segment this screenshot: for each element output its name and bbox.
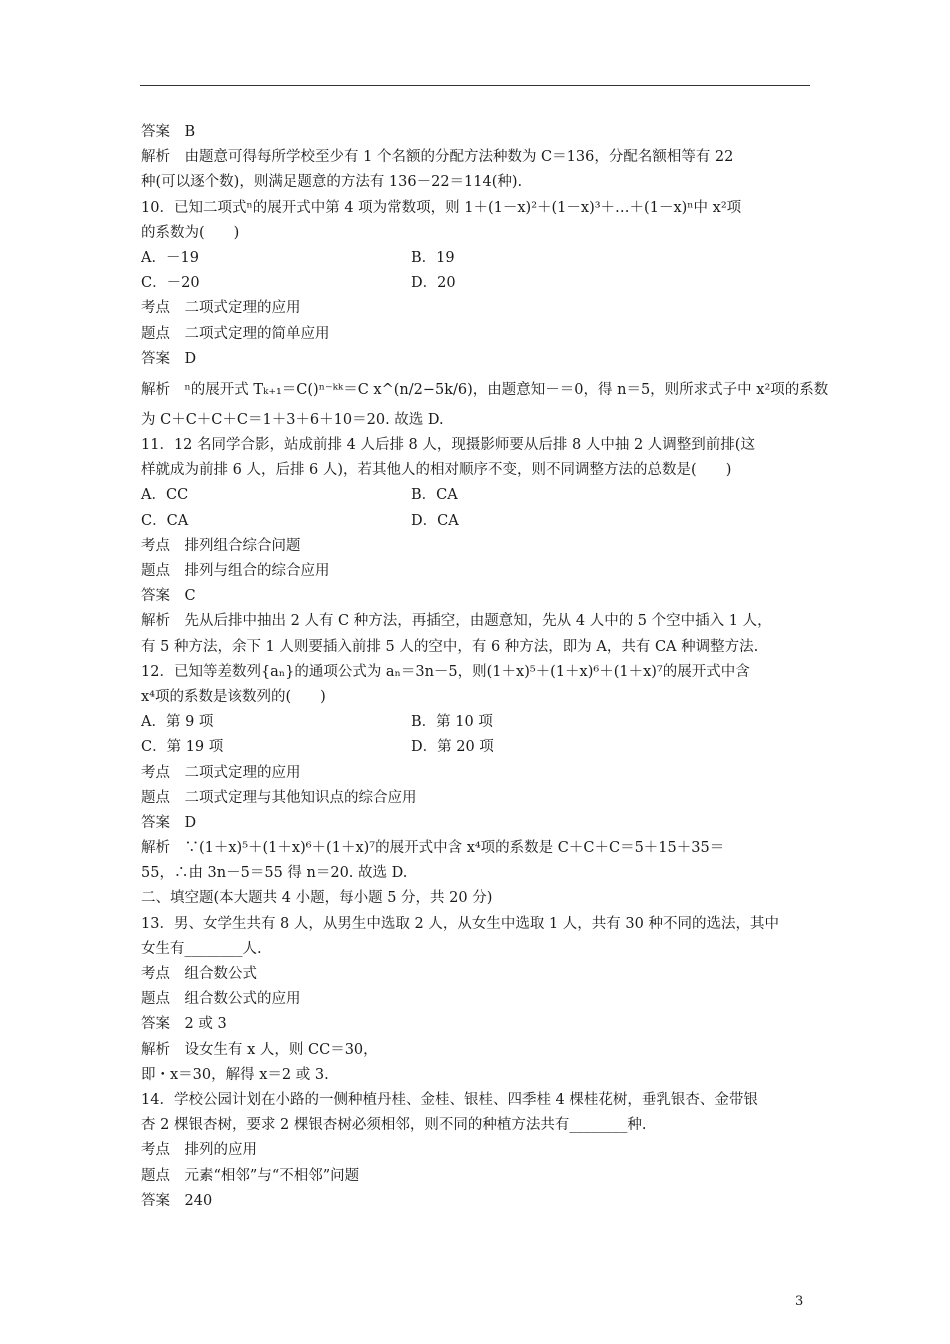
question-line: 女生有________人. bbox=[141, 940, 262, 957]
answer-line: 答案 2 或 3 bbox=[141, 1016, 227, 1033]
option-left: A．CC bbox=[141, 487, 189, 504]
option-row bbox=[141, 271, 809, 296]
question-10: 10．已知二项式ⁿ的展开式中第 4 项为常数项，则 1＋(1－x)²＋(1－x)³＋…＋(1－x)ⁿ中 x²项 bbox=[141, 199, 742, 216]
option-row bbox=[141, 509, 809, 534]
question-line: x⁴项的系数是该数列的( ) bbox=[141, 688, 326, 705]
subtopic-line: 题点 二项式定理的简单应用 bbox=[141, 325, 330, 342]
explanation-line: 种(可以逐个数)，则满足题意的方法有 136－22＝114(种). bbox=[141, 174, 523, 191]
question-14: 14．学校公园计划在小路的一侧种植丹桂、金桂、银桂、四季桂 4 棵桂花树，垂乳银杏、金带银 bbox=[141, 1091, 758, 1108]
option-right: B．CA bbox=[411, 487, 458, 504]
option-left: C．CA bbox=[141, 512, 189, 529]
option-left: A．－19 bbox=[141, 249, 199, 266]
option-right: B．第 10 项 bbox=[411, 714, 493, 731]
topic-line: 考点 二项式定理的应用 bbox=[141, 300, 301, 317]
option-right: D．第 20 项 bbox=[411, 739, 494, 756]
option-row bbox=[141, 735, 809, 760]
explanation-line: 解析 先从后排中抽出 2 人有 C 种方法，再插空，由题意知，先从 4 人中的 5 个空中插入 1 人， bbox=[141, 613, 772, 630]
answer-line: 答案 C bbox=[141, 588, 196, 605]
topic-line: 考点 排列组合综合问题 bbox=[141, 537, 301, 554]
option-row bbox=[141, 483, 809, 508]
explanation-line: 解析 ∵(1＋x)⁵＋(1＋x)⁶＋(1＋x)⁷的展开式中含 x⁴项的系数是 C＋C＋C＝5＋15＋35＝ bbox=[141, 840, 725, 857]
topic-line: 考点 组合数公式 bbox=[141, 966, 257, 982]
explanation-line: 即・x＝30，解得 x＝2 或 3. bbox=[141, 1066, 329, 1083]
subtopic-line: 题点 二项式定理与其他知识点的综合应用 bbox=[141, 789, 417, 806]
option-left: C．－20 bbox=[141, 275, 200, 292]
answer-line: 答案 240 bbox=[141, 1192, 213, 1209]
header-rule bbox=[140, 85, 810, 86]
option-row bbox=[141, 710, 809, 735]
page-number: 3 bbox=[795, 1294, 804, 1309]
question-11: 11．12 名同学合影，站成前排 4 人后排 8 人，现摄影师要从后排 8 人中抽 2 人调整到前排(这 bbox=[141, 437, 755, 454]
option-left: A．第 9 项 bbox=[141, 714, 214, 731]
option-right: D．20 bbox=[411, 275, 456, 292]
explanation-line: 为 C＋C＋C＋C＝1＋3＋6＋10＝20. 故选 D. bbox=[141, 411, 444, 428]
question-12: 12．已知等差数列{aₙ}的通项公式为 aₙ＝3n－5，则(1＋x)⁵＋(1＋x)⁶＋(1＋x)⁷的展开式中含 bbox=[141, 663, 750, 680]
option-right: D．CA bbox=[411, 512, 459, 529]
subtopic-line: 题点 组合数公式的应用 bbox=[141, 991, 301, 1008]
document-body bbox=[141, 120, 829, 1214]
subtopic-line: 题点 元素“相邻”与“不相邻”问题 bbox=[141, 1167, 360, 1184]
answer-line: 答案 D bbox=[141, 814, 197, 831]
answer-line: 答案 B bbox=[141, 124, 196, 140]
section-heading: 二、填空题(本大题共 4 小题，每小题 5 分，共 20 分) bbox=[141, 890, 493, 907]
topic-line: 考点 排列的应用 bbox=[141, 1142, 257, 1159]
option-left: C．第 19 项 bbox=[141, 739, 224, 756]
explanation-line: 有 5 种方法，余下 1 人则要插入前排 5 人的空中，有 6 种方法，即为 A，共有 CA 种调整方法. bbox=[141, 638, 759, 655]
question-line: 的系数为( ) bbox=[141, 224, 240, 241]
topic-line: 考点 二项式定理的应用 bbox=[141, 764, 301, 781]
explanation-line: 55，∴由 3n－5＝55 得 n＝20. 故选 D. bbox=[141, 865, 408, 882]
option-row bbox=[141, 246, 809, 271]
option-right: B．19 bbox=[411, 249, 455, 266]
question-13: 13．男、女学生共有 8 人，从男生中选取 2 人，从女生中选取 1 人，共有 30 种不同的选法，其中 bbox=[141, 915, 779, 932]
subtopic-line: 题点 排列与组合的综合应用 bbox=[141, 563, 330, 579]
explanation-line: 解析 由题意可得每所学校至少有 1 个名额的分配方法种数为 C＝136，分配名额相等有 22 bbox=[141, 149, 734, 166]
answer-line: 答案 D bbox=[141, 350, 197, 367]
explanation-line: 解析 设女生有 x 人，则 CC＝30， bbox=[141, 1041, 378, 1058]
explanation-line: 解析 ⁿ的展开式 Tₖ₊₁＝C()ⁿ⁻ᵏᵏ＝C x^(n/2−5k/6)，由题意知－＝0，得 n＝5，则所求式子中 x²项的系数 bbox=[141, 381, 829, 398]
question-line: 样就成为前排 6 人，后排 6 人)，若其他人的相对顺序不变，则不同调整方法的总数是( ) bbox=[141, 462, 732, 479]
question-line: 杏 2 棵银杏树，要求 2 棵银杏树必须相邻，则不同的种植方法共有________种. bbox=[141, 1117, 647, 1134]
